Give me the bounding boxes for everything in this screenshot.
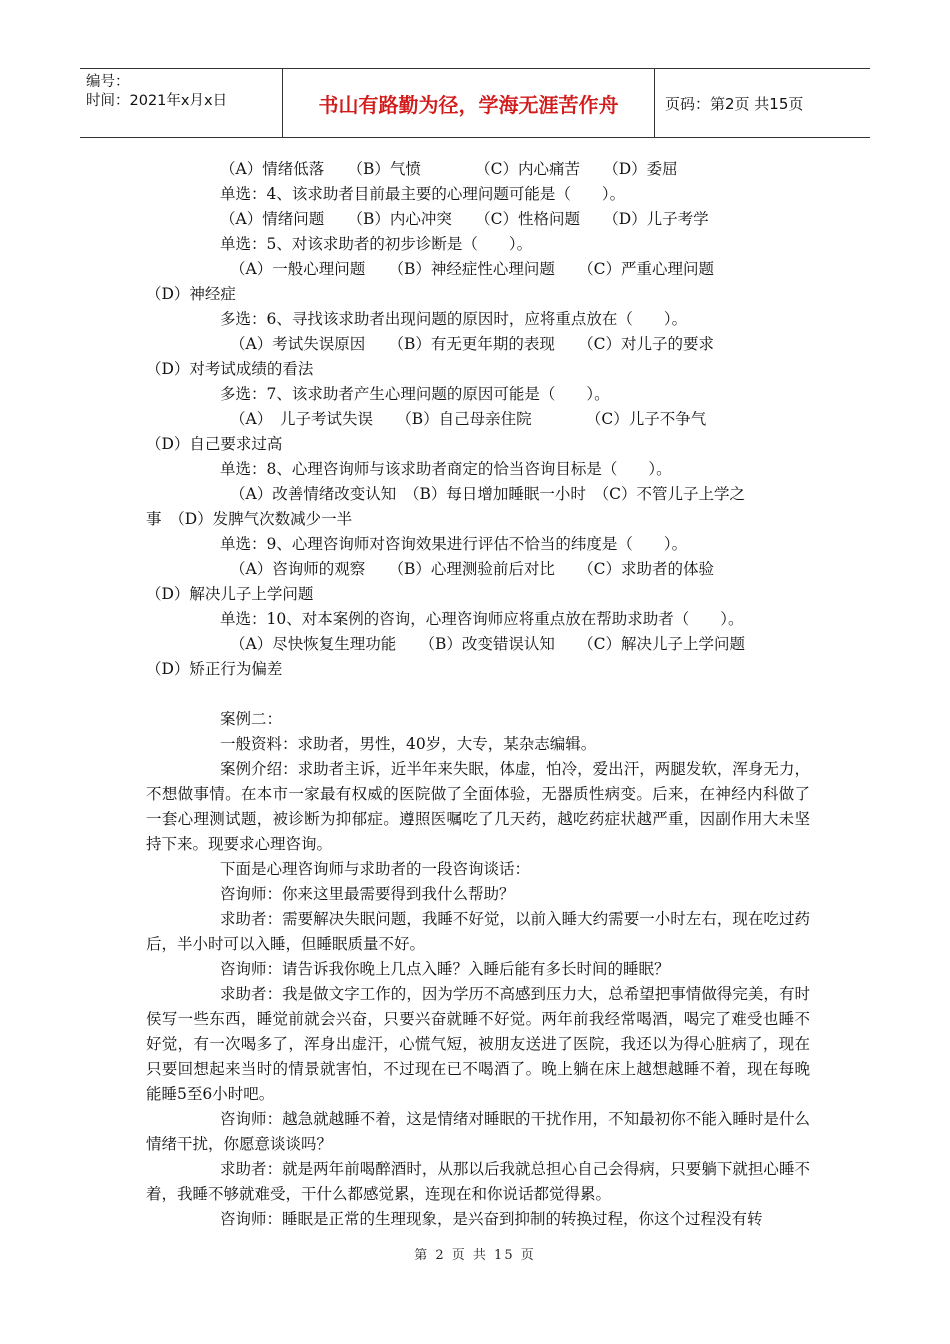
dialogue-client: 求助者：就是两年前喝醉酒时，从那以后我就总担心自己会得病，只要躺下就担心睡不着，我睡不够就难受，干什么都感觉累，连现在和你说话都觉得累。	[146, 1160, 810, 1203]
option-line: （A）考试失误原因 （B）有无更年期的表现 （C）对儿子的要求	[230, 335, 714, 353]
doc-number-label: 编号：	[86, 74, 130, 90]
page-header	[80, 68, 870, 138]
question-line: 多选：6、寻找该求助者出现问题的原因时，应将重点放在（ ）。	[220, 310, 688, 328]
case-general-info: 一般资料：求助者，男性，40岁，大专，某杂志编辑。	[220, 735, 597, 753]
option-line: 事 （D）发脾气次数减少一半	[146, 510, 353, 528]
header-motto: 书山有路勤为径，学海无涯苦作舟	[283, 69, 655, 137]
option-line: （A）情绪低落 （B）气愤 （C）内心痛苦 （D）委屈	[220, 160, 678, 178]
option-line: （D）自己要求过高	[146, 435, 283, 453]
dialogue-intro: 下面是心理咨询师与求助者的一段咨询谈话：	[220, 860, 531, 878]
dialogue-client: 求助者：需要解决失眠问题，我睡不好觉，以前入睡大约需要一小时左右，现在吃过药后，半小时可以入睡，但睡眠质量不好。	[146, 910, 810, 953]
dialogue-client: 求助者：我是做文字工作的，因为学历不高感到压力大，总希望把事情做得完美，有时侯写一些东西，睡觉前就会兴奋，只要兴奋就睡不好觉。两年前我经常喝酒，喝完了难受也睡不好觉，有一次喝多了，浑身出虚汗，心慌气短，被朋友送进了医院，我还以为得心脏病了，现在只要回想起来当时的情景就害怕，不过现在已不喝酒了。晚上躺在床上越想越睡不着，现在每晚能睡5至6小时吧。	[146, 985, 810, 1103]
option-line: （D）对考试成绩的看法	[146, 360, 314, 378]
option-line: （A）改善情绪改变认知 （B）每日增加睡眠一小时 （C）不管儿子上学之	[230, 485, 745, 503]
question-line: 单选：5、对该求助者的初步诊断是（ ）。	[220, 235, 533, 253]
question-line: 单选：8、心理咨询师与该求助者商定的恰当咨询目标是（ ）。	[220, 460, 672, 478]
page-footer: 第 2 页 共 15 页	[414, 1248, 536, 1263]
question-line: 单选：10、对本案例的咨询，心理咨询师应将重点放在帮助求助者（ ）。	[220, 610, 744, 628]
document-body	[146, 157, 810, 1232]
question-line: 单选：4、该求助者目前最主要的心理问题可能是（ ）。	[220, 185, 626, 203]
option-line: （D）神经症	[146, 285, 236, 303]
dialogue-counselor: 咨询师：越急就越睡不着，这是情绪对睡眠的干扰作用，不知最初你不能入睡时是什么情绪干扰，你愿意谈谈吗？	[146, 1110, 810, 1153]
question-line: 单选：9、心理咨询师对咨询效果进行评估不恰当的纬度是（ ）。	[220, 535, 688, 553]
dialogue-counselor: 咨询师：你来这里最需要得到我什么帮助？	[220, 885, 515, 903]
option-line: （A）咨询师的观察 （B）心理测验前后对比 （C）求助者的体验	[230, 560, 714, 578]
option-line: （A）尽快恢复生理功能 （B）改变错误认知 （C）解决儿子上学问题	[230, 635, 745, 653]
header-page-number: 页码：第2页 共15页	[665, 94, 804, 113]
dialogue-counselor: 咨询师：睡眠是正常的生理现象，是兴奋到抑制的转换过程，你这个过程没有转	[220, 1210, 763, 1228]
option-line: （A）一般心理问题 （B）神经症性心理问题 （C）严重心理问题	[230, 260, 714, 278]
option-line: （A） 儿子考试失误 （B）自己母亲住院 （C）儿子不争气	[230, 410, 707, 428]
case-title: 案例二：	[220, 710, 283, 728]
option-line: （A）情绪问题 （B）内心冲突 （C）性格问题 （D）儿子考学	[220, 210, 709, 228]
question-line: 多选：7、该求助者产生心理问题的原因可能是（ ）。	[220, 385, 610, 403]
header-meta	[80, 69, 283, 137]
doc-date-label: 时间：2021年x月x日	[86, 93, 228, 109]
option-line: （D）解决儿子上学问题	[146, 585, 314, 603]
option-line: （D）矫正行为偏差	[146, 660, 283, 678]
spacer	[146, 682, 810, 707]
case-introduction: 案例介绍：求助者主诉，近半年来失眠，体虚，怕冷，爱出汗，两腿发软，浑身无力，不想做事情。在本市一家最有权威的医院做了全面体验，无器质性病变。后来，在神经内科做了一套心理测试题，被诊断为抑郁症。遵照医嘱吃了几天药，越吃药症状越严重，因副作用大未坚持下来。现要求心理咨询。	[146, 760, 810, 853]
dialogue-counselor: 咨询师：请告诉我你晚上几点入睡？入睡后能有多长时间的睡眠？	[220, 960, 670, 978]
